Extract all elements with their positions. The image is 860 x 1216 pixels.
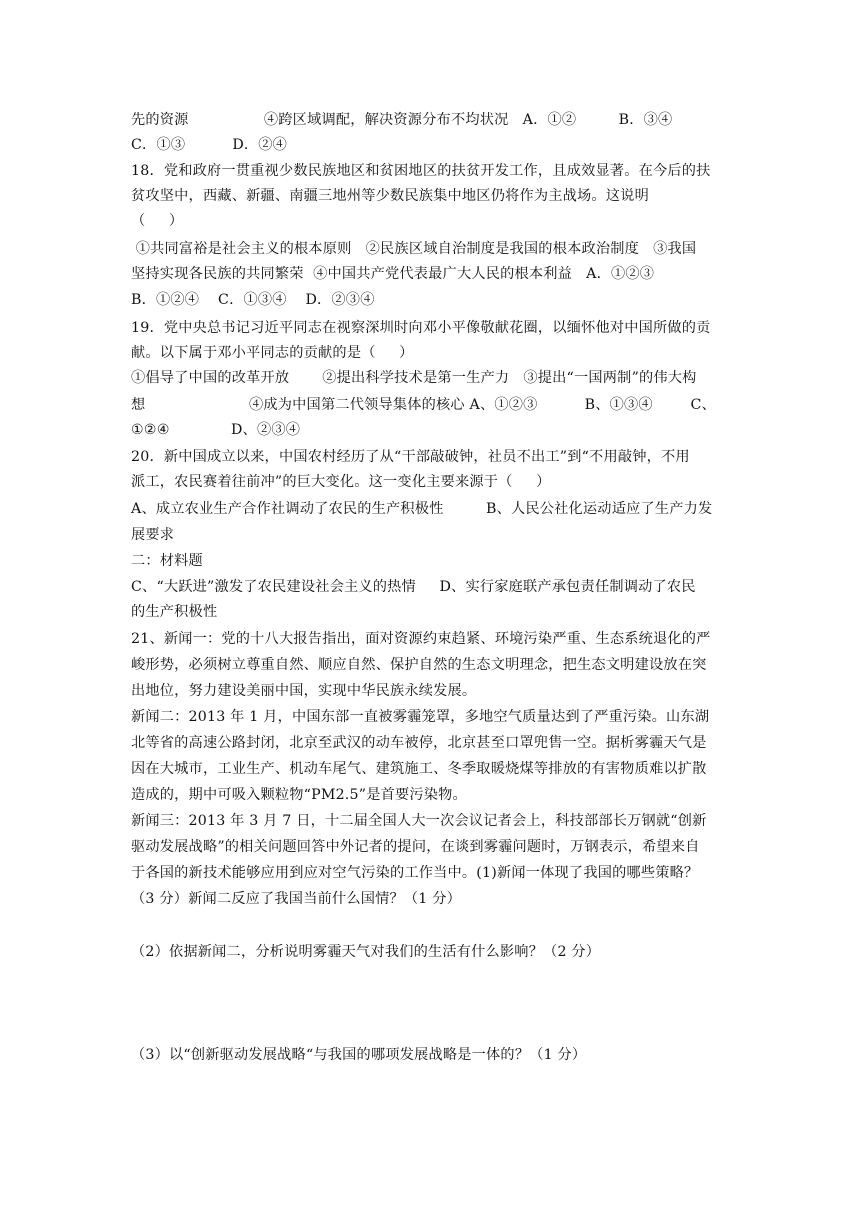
text-line: ①共同富裕是社会主义的根本原则 ②民族区域自治制度是我国的根本政治制度 ③我国 — [131, 241, 697, 257]
text-line: 先的资源 ④跨区域调配，解决资源分布不均状况 A．①② B．③④ — [131, 112, 673, 128]
text-line: 北等省的高速公路封闭，北京至武汉的动车被停，北京甚至口罩兜售一空。据析雾霾天气是 — [131, 735, 707, 751]
text-line: 的生产积极性 — [131, 604, 218, 620]
text-line: 驱动发展战略”的相关问题回答中外记者的提问，在谈到雾霾问题时，万钢表示，希望来自 — [131, 839, 700, 855]
text-line: 派工，农民赛着往前冲”的巨大变化。这一变化主要来源于（ ） — [131, 474, 551, 490]
text-line: ①②④ D、②③④ — [131, 422, 301, 438]
text-line: B．①②④ C．①③④ D．②③④ — [131, 292, 375, 308]
question-18: 18．党和政府一贯重视少数民族地区和贫困地区的扶贫开发工作，且成效显著。在今后的扶 — [131, 163, 711, 179]
text-line: 于各国的新技术能够应用到应对空气污染的工作当中。(1)新闻一体现了我国的哪些策略？ — [131, 865, 699, 881]
text-line: C．①③ D．②④ — [131, 137, 288, 153]
question-19: 19．党中央总书记习近平同志在视察深圳时向邓小平像敬献花圈，以缅怀他对中国所做的贡 — [131, 320, 711, 336]
text-line: 出地位，努力建设美丽中国，实现中华民族永续发展。 — [131, 683, 477, 699]
sub-question-2: （2）依据新闻二，分析说明雾霾天气对我们的生活有什么影响？（2 分） — [131, 944, 601, 960]
sub-question-3: （3）以“创新驱动发展战略“与我国的哪项发展战略是一体的？（1 分） — [131, 1047, 587, 1063]
text-line: 坚持实现各民族的共同繁荣 ④中国共产党代表最广大人民的根本利益 A．①②③ — [131, 266, 655, 282]
text-line: 造成的，期中可吸入颗粒物“PM2.5”是首要污染物。 — [131, 787, 467, 803]
text-line: 贫攻坚中，西藏、新疆、南疆三地州等少数民族集中地区仍将作为主战场。这说明 — [131, 188, 649, 204]
text-line: 新闻二：2013 年 1 月，中国东部一直被雾霾笼罩，多地空气质量达到了严重污染。山东湖 — [131, 709, 710, 725]
text-line: A、成立农业生产合作社调动了农民的生产积极性 B、人民公社化运动适应了生产力发 — [131, 501, 713, 517]
text-line: 献。以下属于邓小平同志的贡献的是（ ） — [131, 345, 414, 361]
text-line: 峻形势，必须树立尊重自然、顺应自然、保护自然的生态文明理念，把生态文明建设放在突 — [131, 657, 707, 673]
text-line: 因在大城市，工业生产、机动车尾气、建筑施工、冬季取暖烧煤等排放的有害物质难以扩散 — [131, 761, 707, 777]
text-line: 新闻三：2013 年 3 月 7 日，十二届全国人大一次会议记者会上，科技部部长万钢就“创新 — [131, 813, 707, 829]
question-20: 20．新中国成立以来，中国农村经历了从“干部敲破钟，社员不出工”到“不用敲钟，不用 — [131, 449, 690, 465]
text-line: ①倡导了中国的改革开放 ②提出科学技术是第一生产力 ③提出“一国两制”的伟大构 — [131, 370, 697, 386]
text-line: （3 分）新闻二反应了我国当前什么国情？（1 分） — [131, 891, 462, 907]
text-line: 想 ④成为中国第二代领导集体的核心 A、①②③ B、①③④ C、 — [131, 397, 716, 413]
question-21: 21、新闻一：党的十八大报告指出，面对资源约束趋紧、环境污染严重、生态系统退化的严 — [131, 631, 711, 647]
answer-bracket: （ ） — [131, 213, 184, 229]
text-line: 展要求 — [131, 527, 175, 543]
text-line: C、“大跃进”激发了农民建设社会主义的热情 D、实行家庭联产承包责任制调动了农民 — [131, 579, 696, 595]
section-heading: 二：材料题 — [131, 553, 203, 569]
